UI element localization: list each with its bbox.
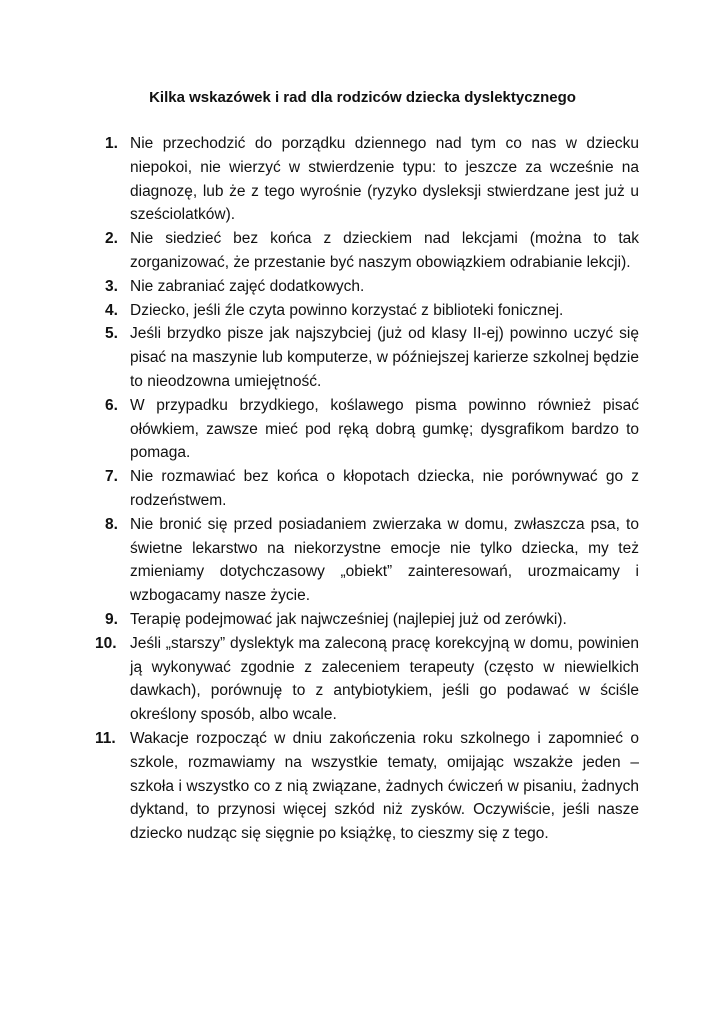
- list-item: [105, 465, 639, 513]
- list-item: [105, 608, 639, 632]
- item-text: Wakacje rozpocząć w dniu zakończenia roku szkolnego i zapomnieć o szkole, rozmawiamy na wszystkie tematy, omijając wszakże jeden – szkoła i wszystko co z nią związane, żadnych ćwiczeń w pisaniu, żadnych dyktand, to przynosi więcej szkód niż zysków. Oczywiście, jeśli nasze dziecko nudząc się sięgnie po książkę, to cieszmy się z tego.: [130, 729, 639, 843]
- list-item: [95, 727, 639, 846]
- item-number: 11.: [95, 729, 116, 747]
- item-text: Dziecko, jeśli źle czyta powinno korzystać z biblioteki fonicznej.: [130, 301, 564, 319]
- item-number: 9.: [105, 610, 118, 628]
- item-text: Terapię podejmować jak najwcześniej (najlepiej już od zerówki).: [130, 610, 567, 628]
- list-item: [105, 322, 639, 393]
- item-text: Nie siedzieć bez końca z dzieckiem nad lekcjami (można to tak zorganizować, że przestanie być naszym obowiązkiem odrabianie lekcji).: [130, 230, 639, 271]
- item-number: 4.: [105, 301, 118, 319]
- list-item: [95, 632, 639, 727]
- item-number: 6.: [105, 396, 118, 414]
- item-text: W przypadku brzydkiego, koślawego pisma powinno również pisać ołówkiem, zawsze mieć pod ręką dobrą gumkę; dysgrafikom bardzo to pomaga.: [130, 396, 639, 462]
- advice-list: [95, 132, 639, 846]
- item-text: Jeśli brzydko pisze jak najszybciej (już od klasy II-ej) powinno uczyć się pisać na maszynie lub komputerze, w późniejszej karierze szkolnej będzie to nieodzowna umiejętność.: [130, 325, 639, 390]
- item-number: 8.: [105, 515, 118, 533]
- list-item: [105, 513, 639, 608]
- list-item: [105, 132, 639, 227]
- item-text: Nie rozmawiać bez końca o kłopotach dziecka, nie porównywać go z rodzeństwem.: [130, 468, 639, 509]
- item-number: 2.: [105, 230, 118, 248]
- item-text: Nie zabraniać zajęć dodatkowych.: [130, 277, 365, 295]
- item-number: 5.: [105, 325, 118, 343]
- list-item: [105, 299, 639, 323]
- list-item: [105, 227, 639, 275]
- list-item: [105, 275, 639, 299]
- list-item: [105, 394, 639, 465]
- document-title: Kilka wskazówek i rad dla rodziców dziecka dyslektycznego: [149, 89, 576, 106]
- item-number: 1.: [105, 135, 118, 152]
- item-text: Nie przechodzić do porządku dziennego nad tym co nas w dziecku niepokoi, nie wierzyć w stwierdzenie typu: to jeszcze za wcześnie na diagnozę, lub że z tego wyrośnie (ryzyko dysleksji stwierdzane jest już u sześciolatków).: [130, 135, 639, 224]
- item-number: 10.: [95, 634, 117, 652]
- item-number: 3.: [105, 277, 118, 295]
- item-number: 7.: [105, 468, 118, 486]
- item-text: Jeśli „starszy” dyslektyk ma zaleconą pracę korekcyjną w domu, powinien ją wykonywać zgodnie z zaleceniem terapeuty (często w niewielkich dawkach), porównuję to z antybiotykiem, jeśli go podawać w ściśle określony sposób, albo wcale.: [130, 634, 639, 724]
- item-text: Nie bronić się przed posiadaniem zwierzaka w domu, zwłaszcza psa, to świetne lekarstwo na niekorzystne emocje nie tylko dziecka, my też zmieniamy dotychczasowy „obiekt” zainteresowań, urozmaicamy i wzbogacamy nasze życie.: [130, 515, 639, 605]
